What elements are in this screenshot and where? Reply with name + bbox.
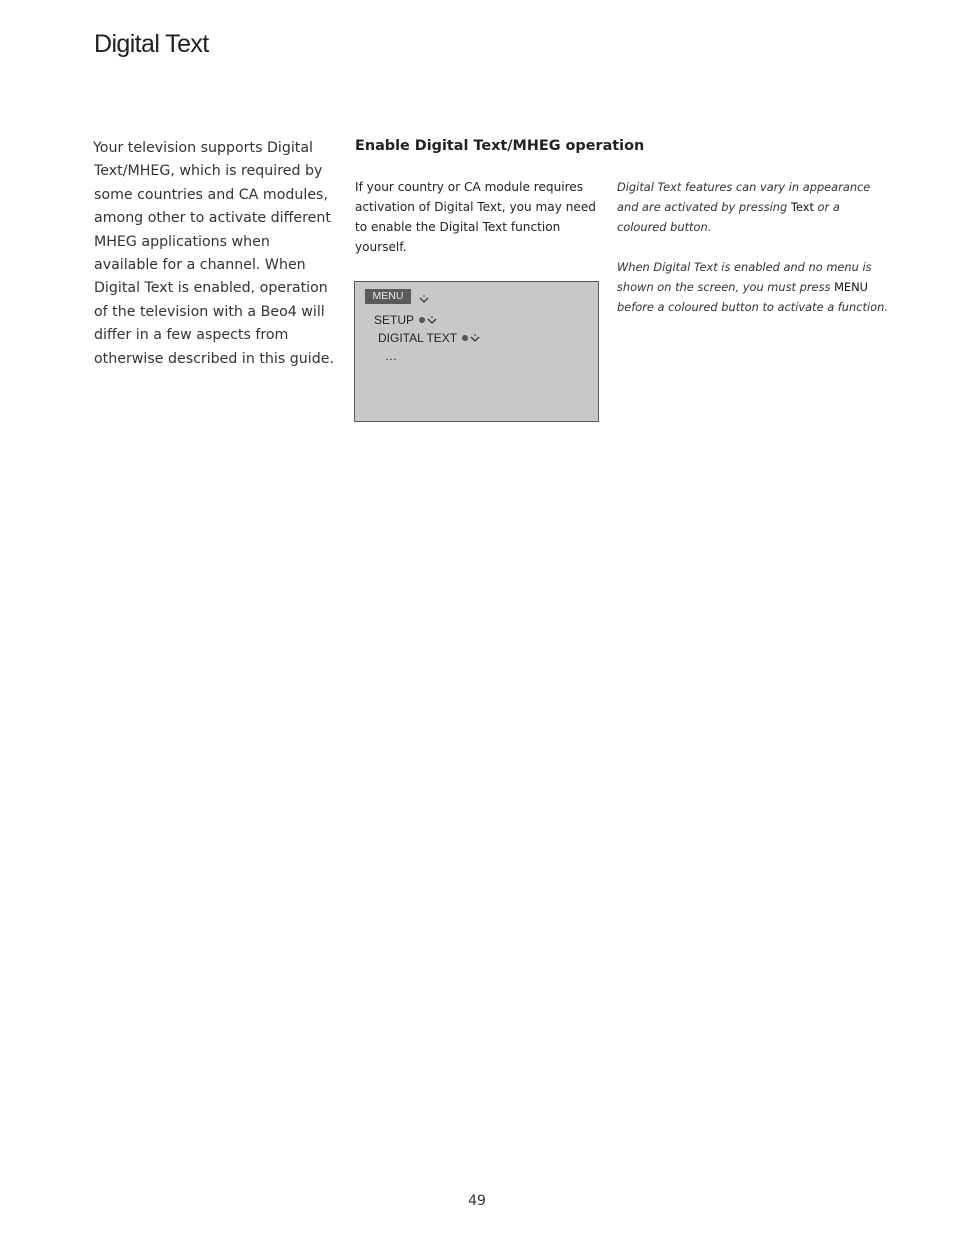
section-heading: Enable Digital Text/MHEG operation bbox=[355, 138, 645, 154]
intro-line: MHEG applications when bbox=[94, 233, 270, 250]
section-body-line: to enable the Digital Text function bbox=[355, 220, 561, 234]
side-note-text-button bbox=[617, 177, 877, 237]
note-line bbox=[617, 277, 877, 297]
section-body-line: If your country or CA module requires bbox=[355, 180, 584, 194]
intro-line: among other to activate different bbox=[94, 210, 331, 227]
digital-text-label: DIGITAL TEXT bbox=[378, 331, 458, 345]
setup-label: SETUP bbox=[374, 313, 415, 327]
intro-line: of the television with a Beo4 will bbox=[94, 303, 325, 320]
page-number: 49 bbox=[468, 1193, 486, 1209]
chevron-down-icon bbox=[427, 316, 437, 325]
note-text: shown on the screen, you must press bbox=[617, 280, 835, 294]
menu-ellipsis: … bbox=[385, 349, 398, 363]
dot-icon bbox=[462, 335, 468, 341]
note-line: Digital Text features can vary in appearance bbox=[617, 180, 871, 194]
menu-label: MENU bbox=[365, 289, 411, 304]
note-line: coloured button. bbox=[617, 220, 712, 234]
section-body-line: yourself. bbox=[355, 240, 407, 254]
note-line bbox=[617, 197, 877, 217]
side-note-menu-button bbox=[617, 257, 888, 317]
intro-line: Digital Text is enabled, operation bbox=[94, 280, 328, 297]
menu-key-label: MENU bbox=[834, 280, 868, 294]
dot-icon bbox=[419, 317, 425, 323]
intro-line: Text/MHEG, which is required by bbox=[94, 163, 323, 180]
intro-line: available for a channel. When bbox=[94, 257, 306, 274]
section-body-line: activation of Digital Text, you may need bbox=[355, 200, 596, 214]
intro-line: otherwise described in this guide. bbox=[94, 350, 334, 367]
note-line: before a coloured button to activate a function. bbox=[617, 300, 888, 314]
note-line: When Digital Text is enabled and no menu is bbox=[617, 260, 872, 274]
text-key-label: Text bbox=[790, 200, 814, 214]
chevron-down-icon bbox=[419, 295, 429, 304]
menu-diagram bbox=[354, 281, 599, 422]
page-title: Digital Text bbox=[94, 30, 209, 58]
intro-line: Your television supports Digital bbox=[93, 140, 313, 156]
chevron-down-icon bbox=[470, 334, 480, 343]
section-body bbox=[355, 177, 605, 257]
menu-digital-text-row bbox=[378, 331, 480, 345]
intro-line: differ in a few aspects from bbox=[94, 327, 289, 344]
menu-setup-row bbox=[374, 313, 437, 327]
intro-paragraph bbox=[93, 137, 333, 371]
note-text: or a bbox=[813, 200, 840, 214]
intro-line: some countries and CA modules, bbox=[94, 186, 328, 203]
note-text: and are activated by pressing bbox=[617, 200, 791, 214]
